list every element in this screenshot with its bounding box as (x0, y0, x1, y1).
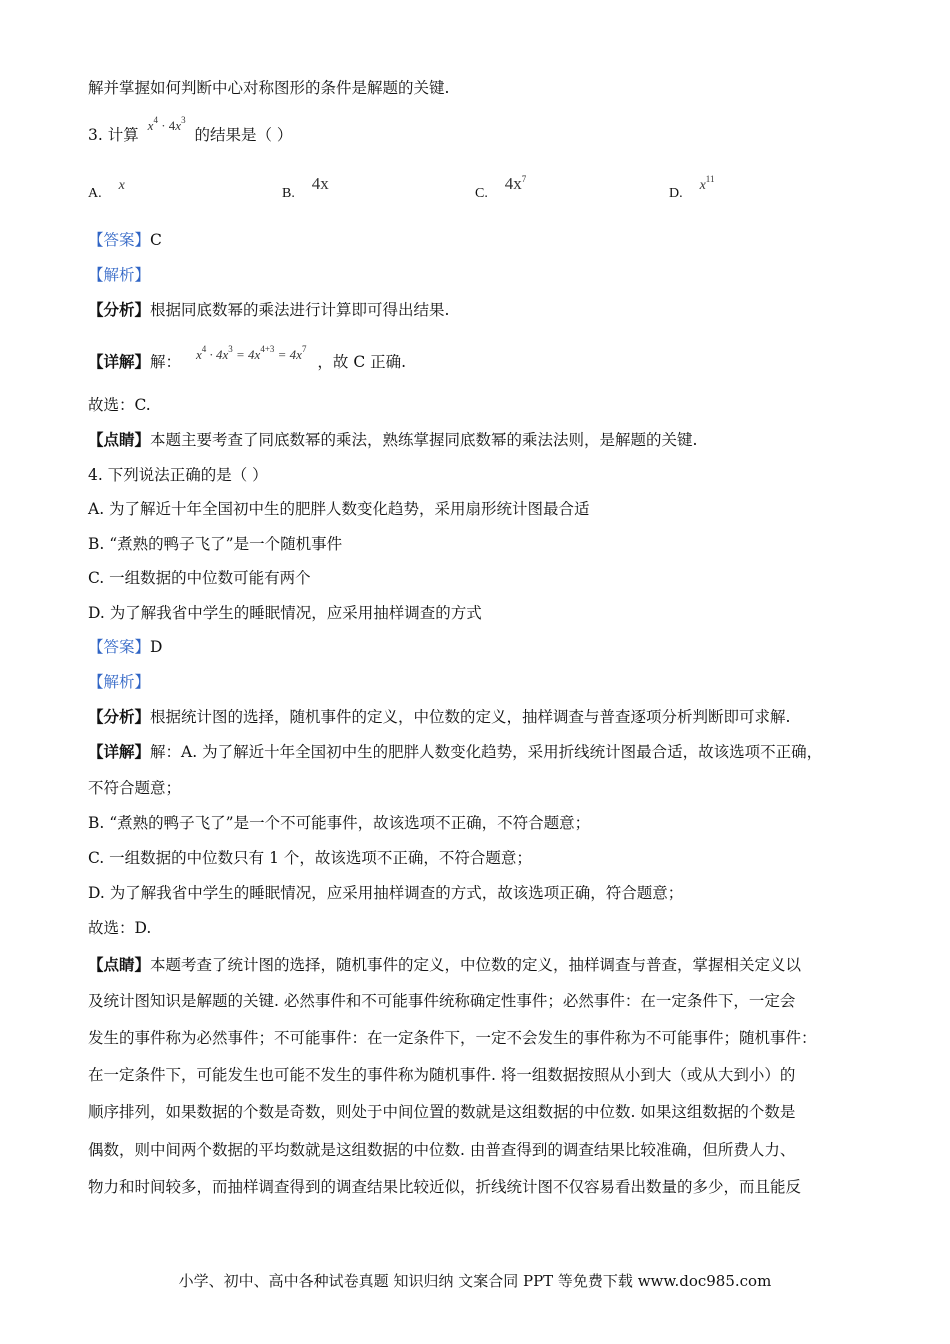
text-line: 解并掌握如何判断中心对称图形的条件是解题的关键. (88, 79, 450, 97)
option-b: B. 4x (282, 174, 329, 201)
q4-option-c: C. 一组数据的中位数可能有两个 (88, 569, 311, 587)
page-footer: 小学、初中、高中各种试卷真题 知识归纳 文案合同 PPT 等免费下载 www.doc985.com (178, 1272, 772, 1290)
detail-4: 【详解】解：A. 为了解近十年全国初中生的肥胖人数变化趋势，采用折线统计图最合适，故该选项不正确， (88, 742, 823, 761)
choice-3: 故选：C. (88, 396, 151, 414)
question-4: 4. 下列说法正确的是（ ） (88, 466, 268, 484)
comment-4-line-7: 物力和时间较多，而抽样调查得到的调查结果比较近似，折线统计图不仅容易看出数量的多少，而且能反 (88, 1178, 802, 1196)
option-d: D. $x^{11}$ (669, 174, 715, 201)
detail-4-cont: 不符合题意； (88, 779, 182, 797)
comment-4-line-3: 发生的事件称为必然事件；不可能事件：在一定条件下，一定不会发生的事件称为不可能事件；随机事件： (88, 1029, 817, 1047)
comment-4: 【点睛】本题考查了统计图的选择，随机事件的定义，中位数的定义，抽样调查与普查，掌握相关定义以 (88, 955, 802, 974)
comment-4-line-5: 顺序排列，如果数据的个数是奇数，则处于中间位置的数就是这组数据的中位数. 如果这组数据的个数是 (88, 1103, 796, 1121)
question-3-suffix: 的结果是（ ） (194, 126, 293, 144)
q4-option-a: A. 为了解近十年全国初中生的肥胖人数变化趋势，采用扇形统计图最合适 (88, 500, 590, 518)
detail-4-d: D. 为了解我省中学生的睡眠情况，应采用抽样调查的方式，故该选项正确，符合题意； (88, 884, 684, 902)
q4-option-d: D. 为了解我省中学生的睡眠情况，应采用抽样调查的方式 (88, 604, 482, 622)
detail-4-b: B. “煮熟的鸭子飞了”是一个不可能事件，故该选项不正确，不符合题意； (88, 814, 591, 832)
answer-3: 【答案】C (88, 231, 162, 249)
analysis-4-heading: 【解析】 (88, 673, 151, 691)
answer-4: 【答案】D (88, 638, 163, 656)
analysis-3-heading: 【解析】 (88, 266, 151, 284)
comment-4-line-2: 及统计图知识是解题的关键. 必然事件和不可能事件统称确定性事件；必然事件：在一定条件下，一定会 (88, 992, 796, 1010)
question-3 (88, 115, 293, 146)
analysis-3: 【分析】根据同底数幂的乘法进行计算即可得出结果. (88, 300, 450, 319)
q4-option-b: B. “煮熟的鸭子飞了”是一个随机事件 (88, 535, 343, 553)
option-c: C. $4x^7$ (475, 174, 527, 201)
choice-4: 故选：D. (88, 919, 152, 937)
analysis-4: 【分析】根据统计图的选择，随机事件的定义，中位数的定义，抽样调查与普查逐项分析判断即可求解. (88, 707, 791, 726)
comment-3: 【点睛】本题主要考查了同底数幂的乘法，熟练掌握同底数幂的乘法法则，是解题的关键. (88, 430, 698, 449)
comment-4-line-4: 在一定条件下，可能发生也可能不发生的事件称为随机事件. 将一组数据按照从小到大（或从大到小）的 (88, 1066, 796, 1084)
detail-3-expression: x4 · 4x3 = 4x4+3 = 4x7 (195, 344, 307, 362)
option-a: A. x (88, 178, 125, 201)
comment-4-line-6: 偶数，则中间两个数据的平均数就是这组数据的中位数. 由普查得到的调查结果比较准确，但所费人力、 (88, 1141, 796, 1159)
detail-4-c: C. 一组数据的中位数只有 1 个，故该选项不正确，不符合题意； (88, 849, 532, 867)
detail-3: 【详解】解： $^{x^4 \cdot 4x^3 = 4x^{4+3} = 4x^7}$ ，故 C 正确. (88, 344, 407, 371)
question-3-expression: x4 · 4x3 (147, 115, 186, 133)
question-3-prefix: 3. 计算 (88, 126, 139, 144)
